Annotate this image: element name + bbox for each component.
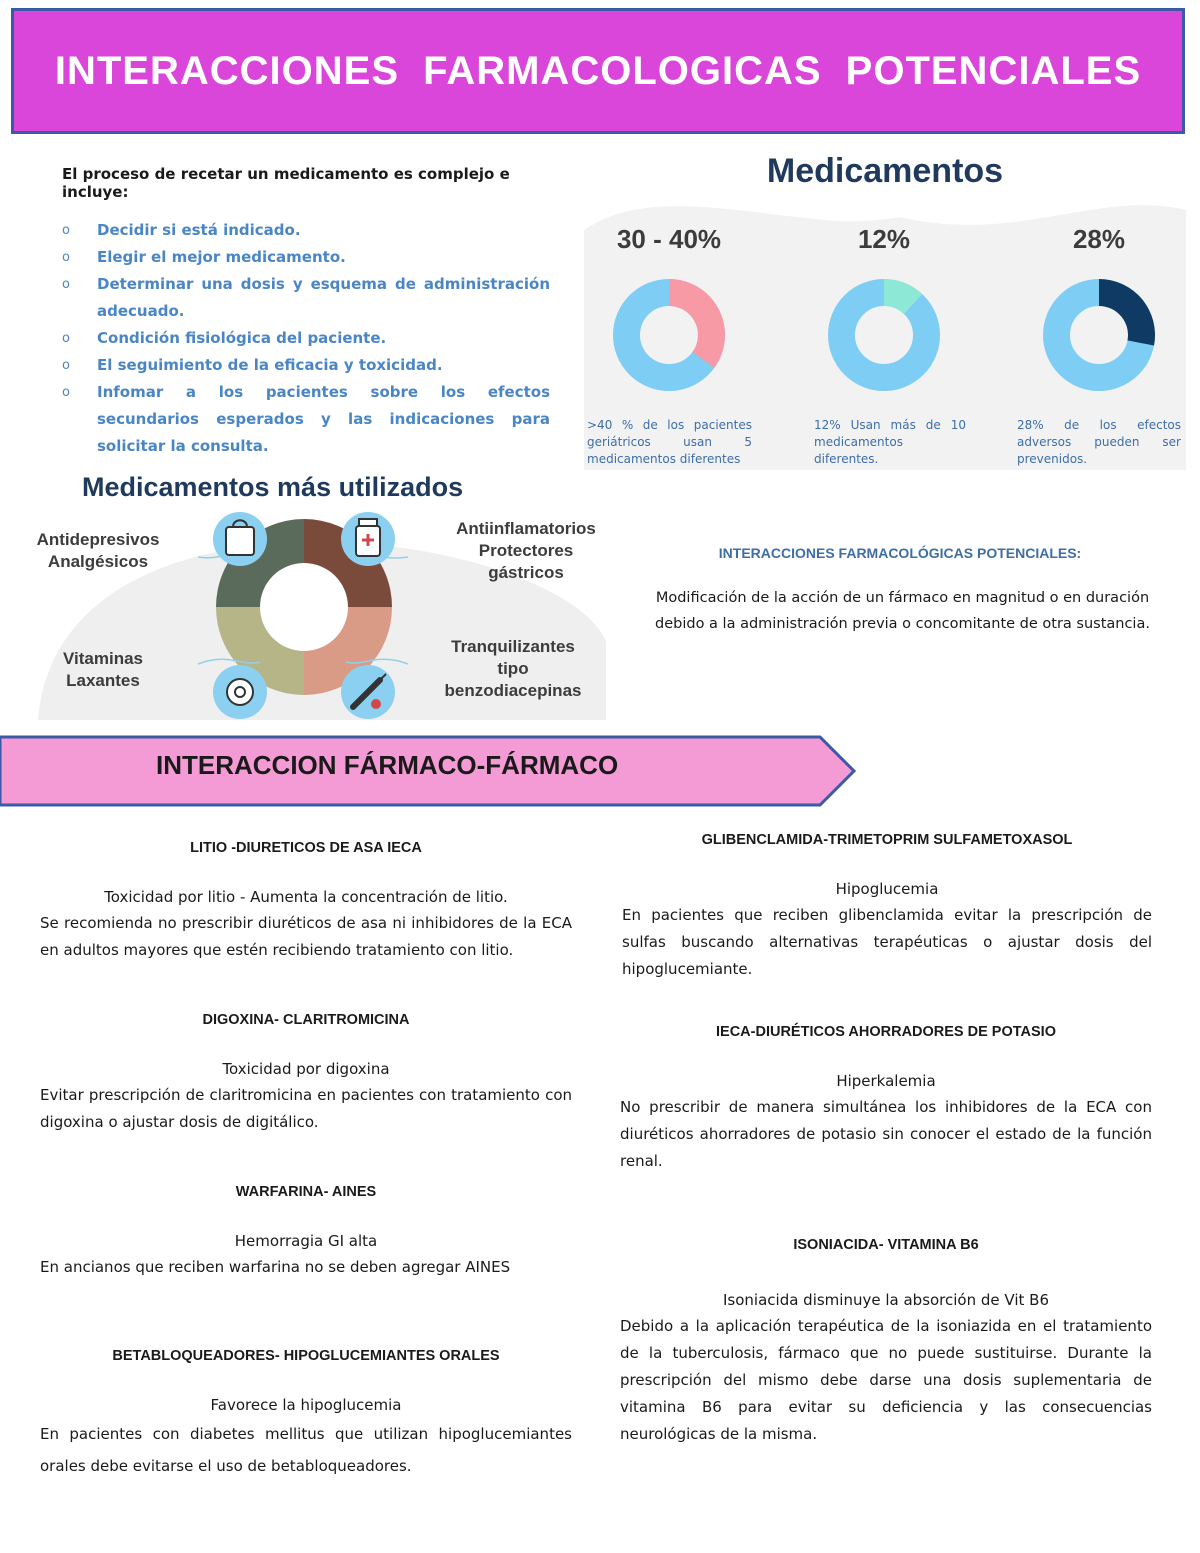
interaction-warfarina xyxy=(40,1184,572,1281)
interaction-effect: Isoniacida disminuye la absorción de Vit B6 xyxy=(723,1291,1049,1309)
definition-text: Modificación de la acción de un fármaco en magnitud o en duración debido a la administración previa o concomitante de otra sustancia. xyxy=(655,590,1150,632)
interaction-recommendation: Debido a la aplicación terapéutica de la isoniazida en el tratamiento de la tuberculosis, fármaco que no puede sustituirse. Durante la prescripción del mismo debe darse una dosis suplementaria de vitamina B6 para evitar su deficiencia y las consecuencias neurológicas de la misma. xyxy=(620,1317,1152,1443)
interaction-recommendation: En ancianos que reciben warfarina no se deben agregar AINES xyxy=(40,1258,511,1276)
interaction-glibenclamida xyxy=(622,832,1152,983)
interaction-recommendation: En pacientes que reciben glibenclamida evitar la prescripción de sulfas buscando alternativas terapéuticas o ajustar dosis del hipoglucemiante. xyxy=(622,906,1152,978)
definition-heading: INTERACCIONES FARMACOLÓGICAS POTENCIALES: xyxy=(718,545,1082,561)
bullet-icon: o xyxy=(62,331,70,346)
interaction-title: WARFARINA- AINES xyxy=(235,1184,377,1200)
bullet-icon: o xyxy=(62,250,70,265)
interaction-title: IECA-DIURÉTICOS AHORRADORES DE POTASIO xyxy=(716,1024,1056,1040)
donut-charts xyxy=(584,270,1186,410)
intro-section xyxy=(62,165,550,460)
interaction-recommendation: Se recomienda no prescribir diuréticos de asa ni inhibidores de la ECA en adultos mayores que estén recibiendo tratamiento con litio. xyxy=(40,914,572,959)
interaction-isoniacida xyxy=(620,1237,1152,1448)
donut-chart-3 xyxy=(1057,279,1156,378)
interaction-title: DIGOXINA- CLARITROMICINA xyxy=(202,1012,410,1028)
interaction-title: GLIBENCLAMIDA-TRIMETOPRIM SULFAMETOXASOL xyxy=(701,832,1073,848)
stat-caption-3: 28% de los efectos adversos pueden ser prevenidos. xyxy=(1017,418,1181,466)
stat-caption-1: >40 % de los pacientes geriátricos usan 5 medicamentos diferentes xyxy=(587,418,752,466)
bullet-icon: o xyxy=(62,277,70,292)
interaction-title: ISONIACIDA- VITAMINA B6 xyxy=(793,1237,979,1253)
page-title: INTERACCIONES FARMACOLOGICAS POTENCIALES xyxy=(54,48,1142,93)
interaction-recommendation: No prescribir de manera simultánea los inhibidores de la ECA con diuréticos ahorradores de potasio sin conocer el estado de la función renal. xyxy=(620,1098,1152,1170)
intro-item: o Elegir el mejor medicamento. xyxy=(62,244,550,271)
title-banner xyxy=(11,8,1185,134)
interaction-ieca xyxy=(620,1024,1152,1175)
intro-item: o Infomar a los pacientes sobre los efectos secundarios esperados y las indicaciones para solicitar la consulta. xyxy=(62,379,550,460)
stat-label-1: 30 - 40% xyxy=(616,224,722,254)
intro-item: o Decidir si está indicado. xyxy=(62,217,550,244)
interaction-effect: Hemorragia GI alta xyxy=(234,1232,378,1250)
label-antiinflamatorios: Antiinflamatorios Protectores gástricos xyxy=(456,519,596,582)
medicamentos-panel xyxy=(584,150,1186,470)
interaction-betabloqueadores xyxy=(40,1348,572,1482)
stat-caption-2: 12% Usan más de 10 medicamentos diferentes. xyxy=(814,418,966,466)
interaction-recommendation: Evitar prescripción de claritromicina en pacientes con tratamiento con digoxina o ajustar dosis de digitálico. xyxy=(40,1086,572,1131)
label-tranquilizantes: Tranquilizantes tipo benzodiacepinas xyxy=(444,637,582,700)
bullet-icon: o xyxy=(62,223,70,238)
stat-label-3: 28% xyxy=(1072,224,1126,254)
interaction-effect: Hiperkalemia xyxy=(836,1072,936,1090)
section-title: INTERACCION FÁRMACO-FÁRMACO xyxy=(156,750,619,780)
mas-utilizados-panel xyxy=(28,472,606,720)
label-vitaminas: Vitaminas Laxantes xyxy=(62,649,143,690)
interaction-effect: Hipoglucemia xyxy=(835,880,939,898)
intro-item: o Determinar una dosis y esquema de administración adecuado. xyxy=(62,271,550,325)
interaction-digoxina xyxy=(40,1012,572,1136)
gear-icon xyxy=(213,665,267,719)
interaction-effect: Favorece la hipoglucemia xyxy=(210,1396,402,1414)
intro-item: o El seguimiento de la eficacia y toxicidad. xyxy=(62,352,550,379)
interaction-effect: Toxicidad por digoxina xyxy=(222,1060,390,1078)
intro-heading: El proceso de recetar un medicamento es complejo e incluye: xyxy=(62,165,510,201)
syringe-icon xyxy=(341,665,395,719)
medicine-bottle-icon xyxy=(341,512,395,566)
medicamentos-title: Medicamentos xyxy=(766,152,1004,190)
stat-label-2: 12% xyxy=(857,224,911,254)
bullet-icon: o xyxy=(62,385,70,400)
label-antidepresivos: Antidepresivos Analgésicos xyxy=(36,530,160,571)
bullet-icon: o xyxy=(62,358,70,373)
mas-utilizados-title: Medicamentos más utilizados xyxy=(82,472,464,502)
donut-chart-1 xyxy=(627,279,726,378)
interaction-title: BETABLOQUEADORES- HIPOGLUCEMIANTES ORALES xyxy=(112,1348,500,1364)
interaction-title: LITIO -DIURETICOS DE ASA IECA xyxy=(190,840,422,856)
donut-chart-2 xyxy=(842,279,927,378)
donut-segment xyxy=(669,279,725,368)
donut-segment xyxy=(1099,279,1155,345)
bag-icon xyxy=(213,512,267,566)
interaction-litio xyxy=(40,840,572,964)
intro-list xyxy=(62,217,550,460)
intro-item: o Condición fisiológica del paciente. xyxy=(62,325,550,352)
interaction-recommendation: En pacientes con diabetes mellitus que utilizan hipoglucemiantes orales debe evitarse el uso de betabloqueadores. xyxy=(40,1425,572,1475)
interaction-effect: Toxicidad por litio - Aumenta la concentración de litio. xyxy=(104,888,508,906)
